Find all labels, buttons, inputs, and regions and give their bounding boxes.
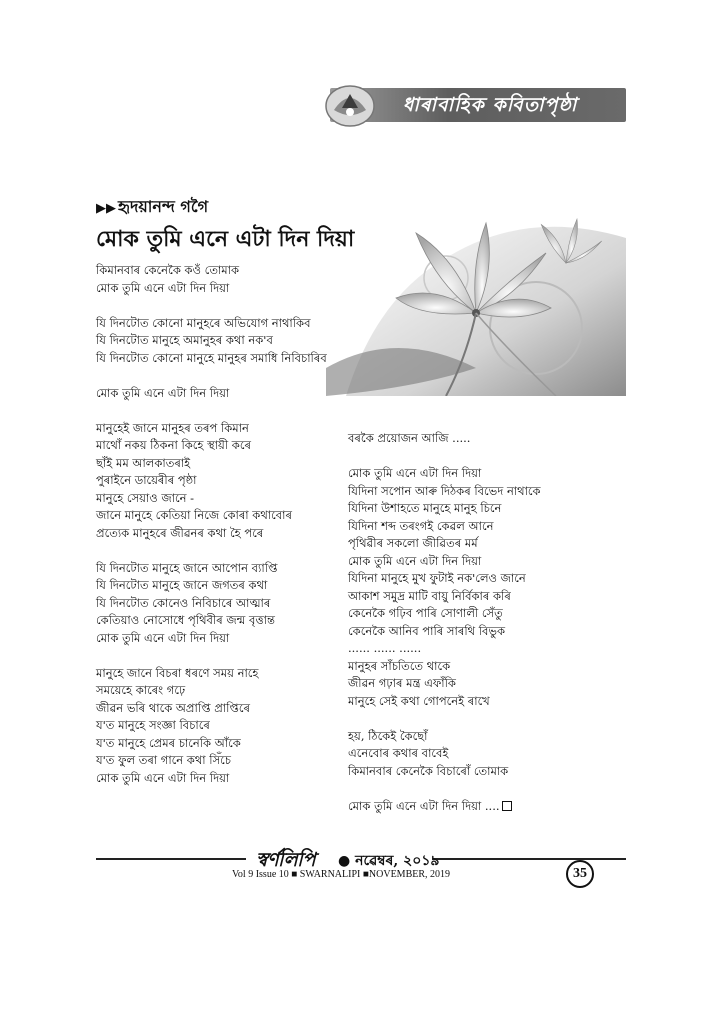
end-box-icon [502, 801, 512, 811]
verse-line: য'ত মানুহে সংজ্ঞা বিচাৰে [96, 718, 210, 732]
verse-line: ...... ...... ...... [348, 641, 422, 655]
poem-author [96, 194, 208, 221]
issue-line: Vol 9 Issue 10 ■ SWARNALIPI ■NOVEMBER, 2019 [232, 869, 451, 880]
verse-line: কেনেকৈ আনিব পাৰি সাৰথি বিভুক [348, 623, 506, 638]
flower-illustration [326, 218, 626, 396]
verse-line: কেনেকৈ গঢ়িব পাৰি সোণালী সেঁতু [348, 606, 503, 620]
double-arrow-icon: ▶▶ [96, 201, 116, 216]
verse-line: আকাশ সমুদ্ৰ মাটি বায়ু নিৰ্বিকাৰ কৰি [348, 588, 511, 603]
verse-line: মোক তুমি এনে এটা দিন দিয়া .... [348, 798, 541, 816]
verse-line: মোক তুমি এনে এটা দিন দিয়া [348, 466, 482, 480]
stanza-gap [348, 710, 541, 728]
verse-line: মোক তুমি এনে এটা দিন দিয়া [96, 385, 230, 400]
verse-line: মানুহে সেয়াও জানে - [96, 490, 195, 505]
footer-rule [96, 858, 246, 860]
verse-line: যিদিনা শব্দ তৰংগই কেৱল আনে [348, 518, 494, 533]
stanza-gap [96, 542, 327, 560]
verse-line: কেতিয়াও নোসোধে পৃথিবীৰ জন্ম বৃত্তান্ত [96, 613, 275, 627]
verse-line: যিদিনা সপোন আৰু দিঠকৰ বিভেদ নাথাকে [348, 483, 541, 498]
verse-line: মোক তুমি এনে এটা দিন দিয়া [96, 770, 230, 785]
verse-line: মানুহে সেই কথা গোপনেই ৰাখে [348, 693, 490, 708]
verse-line: এনেবোৰ কথাৰ বাবেই [348, 746, 449, 760]
verse-line: যি দিনটোত কোনো মানুহে মানুহৰ সমাধি নিবিচাৰিব [96, 350, 327, 365]
verse-line: বৰকৈ প্ৰয়োজন আজি ..... [348, 431, 471, 445]
verse-line: ছাঁই মম আলকাতৰাই [96, 455, 191, 470]
verse-line: জীৱন গঢ়াৰ মন্ত্ৰ এফাঁকি [348, 676, 456, 690]
verse-line: যি দিনটোত কোনেও নিবিচাৰে আত্মাৰ [96, 595, 271, 610]
verse-line: যিদিনা মানুহে মুখ ফুটাই নক'লেও জানে [348, 571, 526, 585]
verse-line: য'ত মানুহে প্ৰেমৰ চানেকি আঁকে [96, 735, 241, 750]
stanza-gap [96, 647, 327, 665]
verse-line: প্ৰত্যেক মানুহৰে জীৱনৰ কথা হৈ পৰে [96, 525, 264, 540]
stanza-gap [96, 297, 327, 315]
stanza-gap [348, 780, 541, 798]
verse-line: যি দিনটোত মানুহে জানে জগতৰ কথা [96, 578, 268, 592]
verse-line: জানে মানুহে কেতিয়া নিজে কোৰা কথাবোৰ [96, 508, 292, 522]
author-name: হৃদয়ানন্দ গগৈ [118, 197, 209, 216]
section-title: ধাৰাবাহিক কবিতাপৃষ্ঠা [402, 94, 578, 116]
verse-line: পৃথিৱীৰ সকলো জীৱিতৰ মৰ্ম [348, 536, 478, 550]
verse-line: কিমানবাৰ কেনেকৈ বিচাৰোঁ তোমাক [348, 763, 509, 778]
verse-line: মাথোঁ নকয় ঠিকনা কিহে স্থায়ী কৰে [96, 438, 251, 452]
verse-line: যিদিনা উশাহতে মানুহে মানুহ চিনে [348, 501, 502, 515]
verse-line: মোক তুমি এনে এটা দিন দিয়া [96, 280, 230, 295]
verse-line: জীৱন ভৰি থাকে অপ্ৰাপ্তি প্ৰাপ্তিৰে [96, 700, 250, 715]
verse-line: মানুহৰ সাঁচতিতে থাকে [348, 658, 451, 673]
issue-date: ● নৱেম্বৰ, ২০১৯ [338, 853, 440, 869]
verse-line: মোক তুমি এনে এটা দিন দিয়া [96, 630, 230, 645]
poem-title: মোক তুমি এনে এটা দিন দিয়া [96, 226, 355, 252]
poem-right-column [348, 430, 541, 815]
verse-line: য'ত ফুল তৰা গানে কথা সিঁচে [96, 753, 232, 767]
stanza-gap [348, 448, 541, 466]
magazine-logo: স্বৰ্ণলিপি [256, 849, 315, 871]
verse-line: যি দিনটোত কোনো মানুহৰে অভিযোগ নাথাকিব [96, 315, 311, 330]
verse-line: যি দিনটোত মানুহে অমানুহৰ কথা নক'ব [96, 333, 273, 347]
page-number: 35 [566, 860, 594, 888]
verse-line: মানুহেই জানে মানুহৰ তৰপ কিমান [96, 420, 249, 435]
stanza-gap [96, 367, 327, 385]
footer-rule [432, 858, 626, 860]
verse-line: কিমানবাৰ কেনেকৈ কওঁ তোমাক [96, 263, 240, 277]
verse-line: যি দিনটোত মানুহে জানে আপোন ব্যাপ্তি [96, 560, 278, 575]
verse-line: মানুহে জানে বিচৰা ধৰণে সময় নাহে [96, 665, 259, 680]
verse-line: সময়েহে কাৰেং গঢ়ে [96, 683, 186, 697]
verse-line: পুৰাইনে ডায়েৰীৰ পৃষ্ঠা [96, 473, 197, 487]
verse-line: হয়, ঠিকেই কৈছোঁ [348, 728, 428, 743]
verse-line: মোক তুমি এনে এটা দিন দিয়া [348, 553, 482, 568]
stanza-gap [96, 402, 327, 420]
poem-left-column [96, 262, 327, 787]
